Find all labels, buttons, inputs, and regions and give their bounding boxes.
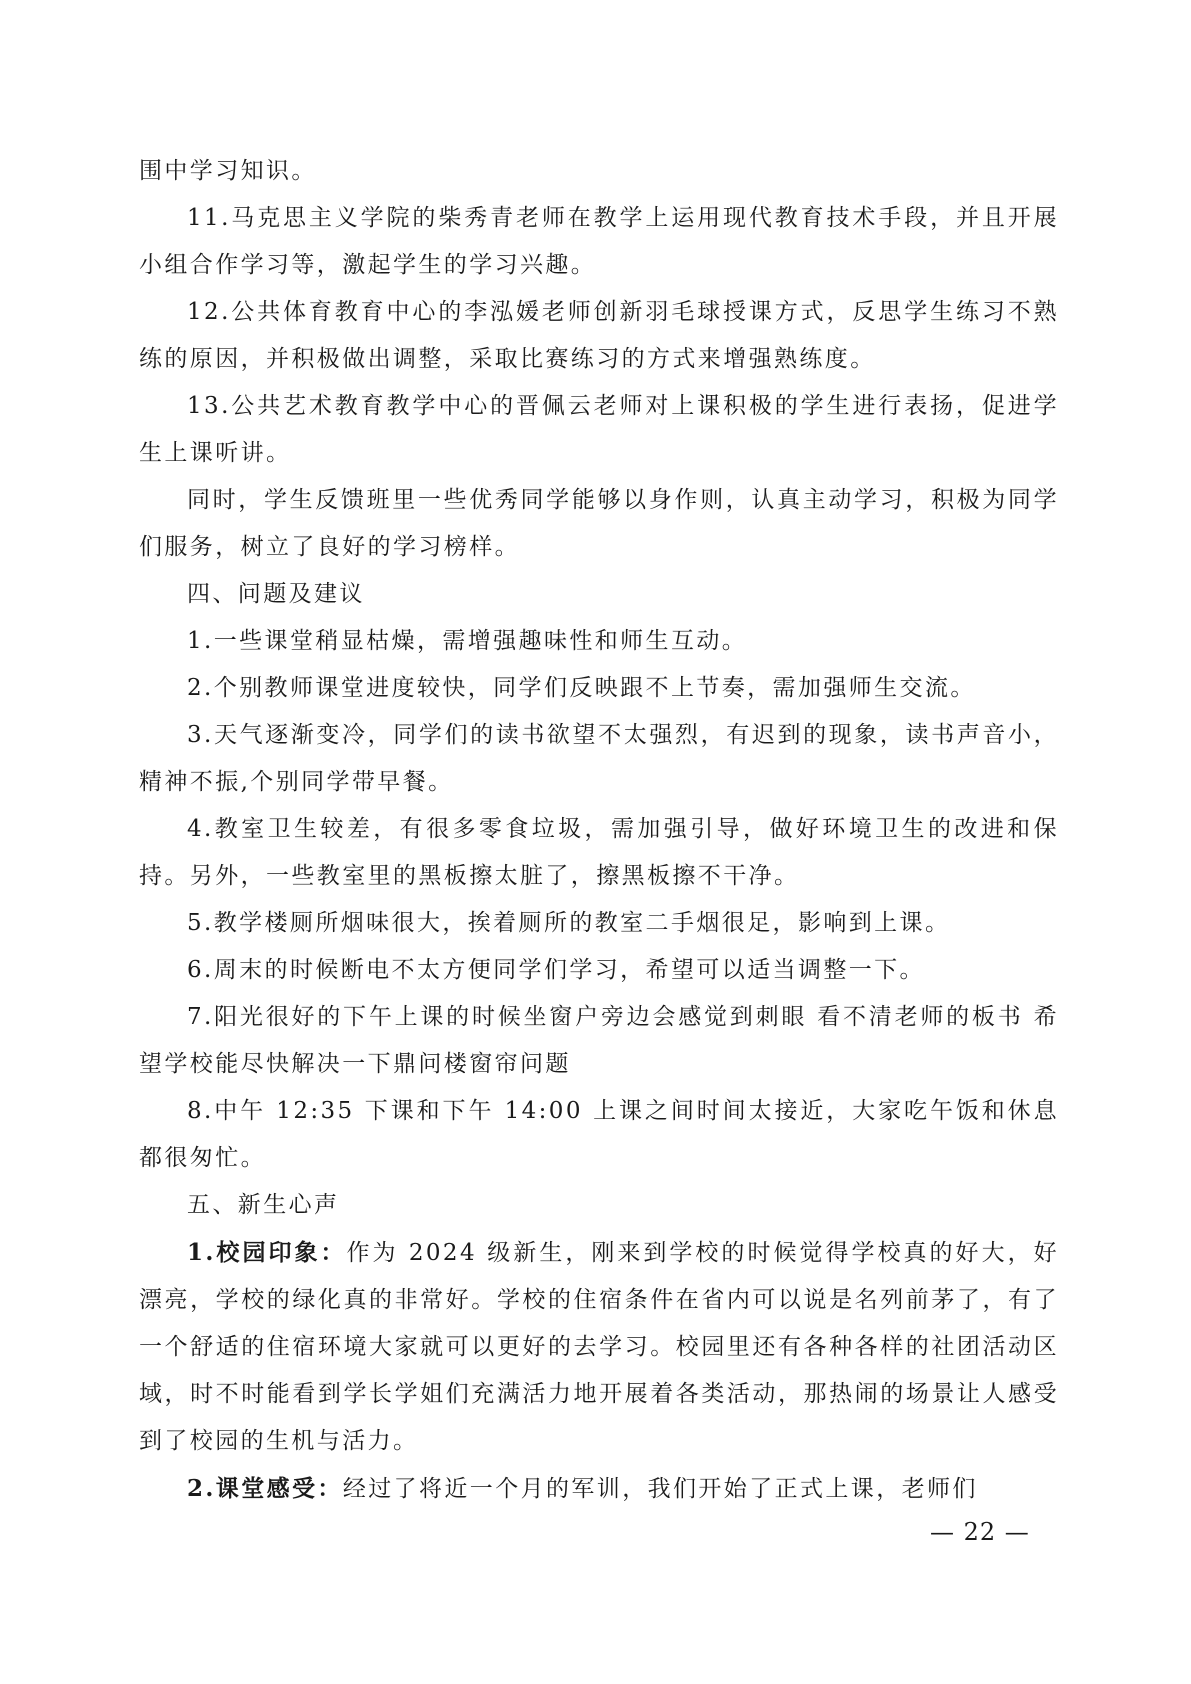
document-body <box>139 148 1059 1513</box>
freshman-item-campus-impression <box>139 1229 1059 1465</box>
freshman-item-classroom-feeling <box>139 1465 1059 1513</box>
paragraph-item-13: 13.公共艺术教育教学中心的晋佩云老师对上课积极的学生进行表扬，促进学生上课听讲。 <box>139 393 1059 466</box>
paragraph-summary: 同时，学生反馈班里一些优秀同学能够以身作则，认真主动学习，积极为同学们服务，树立了良好的学习榜样。 <box>139 487 1059 560</box>
item-text-classroom-feeling: 经过了将近一个月的军训，我们开始了正式上课，老师们 <box>342 1476 978 1502</box>
problem-item-1: 1.一些课堂稍显枯燥，需增强趣味性和师生互动。 <box>187 628 748 654</box>
section-heading-problems: 四、问题及建议 <box>187 581 365 607</box>
problem-item-2: 2.个别教师课堂进度较快，同学们反映跟不上节奏，需加强师生交流。 <box>187 675 976 701</box>
item-lead-campus-impression: 1.校园印象： <box>187 1239 347 1266</box>
paragraph-item-12: 12.公共体育教育中心的李泓媛老师创新羽毛球授课方式，反思学生练习不熟练的原因，并积极做出调整，采取比赛练习的方式来增强熟练度。 <box>139 299 1059 372</box>
item-text-campus-impression: 作为 2024 级新生，刚来到学校的时候觉得学校真的好大，好漂亮，学校的绿化真的非常好。学校的住宿条件在省内可以说是名列前茅了，有了一个舒适的住宿环境大家就可以更好的去学习。校园里还有各种各样的社团活动区域，时不时能看到学长学姐们充满活力地开展着各类活动，那热闹的场景让人感受到了校园的生机与活力。 <box>139 1240 1060 1454</box>
problem-item-7: 7.阳光很好的下午上课的时候坐窗户旁边会感觉到刺眼 看不清老师的板书 希望学校能尽快解决一下鼎问楼窗帘问题 <box>139 1004 1059 1077</box>
problem-item-8: 8.中午 12:35 下课和下午 14:00 上课之间时间太接近，大家吃午饭和休息都很匆忙。 <box>139 1098 1059 1171</box>
problem-item-6: 6.周末的时候断电不太方便同学们学习，希望可以适当调整一下。 <box>187 957 925 983</box>
paragraph-continuation: 围中学习知识。 <box>139 158 317 184</box>
problem-item-5: 5.教学楼厕所烟味很大，挨着厕所的教室二手烟很足，影响到上课。 <box>187 910 951 936</box>
item-lead-classroom-feeling: 2.课堂感受： <box>187 1475 343 1502</box>
page-number: — 22 — <box>930 1518 1030 1546</box>
problem-item-4: 4.教室卫生较差，有很多零食垃圾，需加强引导，做好环境卫生的改进和保持。另外，一些教室里的黑板擦太脏了，擦黑板擦不干净。 <box>139 816 1059 889</box>
problem-item-3: 3.天气逐渐变冷，同学们的读书欲望不太强烈，有迟到的现象，读书声音小，精神不振,个别同学带早餐。 <box>139 722 1059 795</box>
section-heading-freshman-voices: 五、新生心声 <box>187 1192 340 1218</box>
paragraph-item-11: 11.马克思主义学院的柴秀青老师在教学上运用现代教育技术手段，并且开展小组合作学习等，激起学生的学习兴趣。 <box>139 205 1059 278</box>
